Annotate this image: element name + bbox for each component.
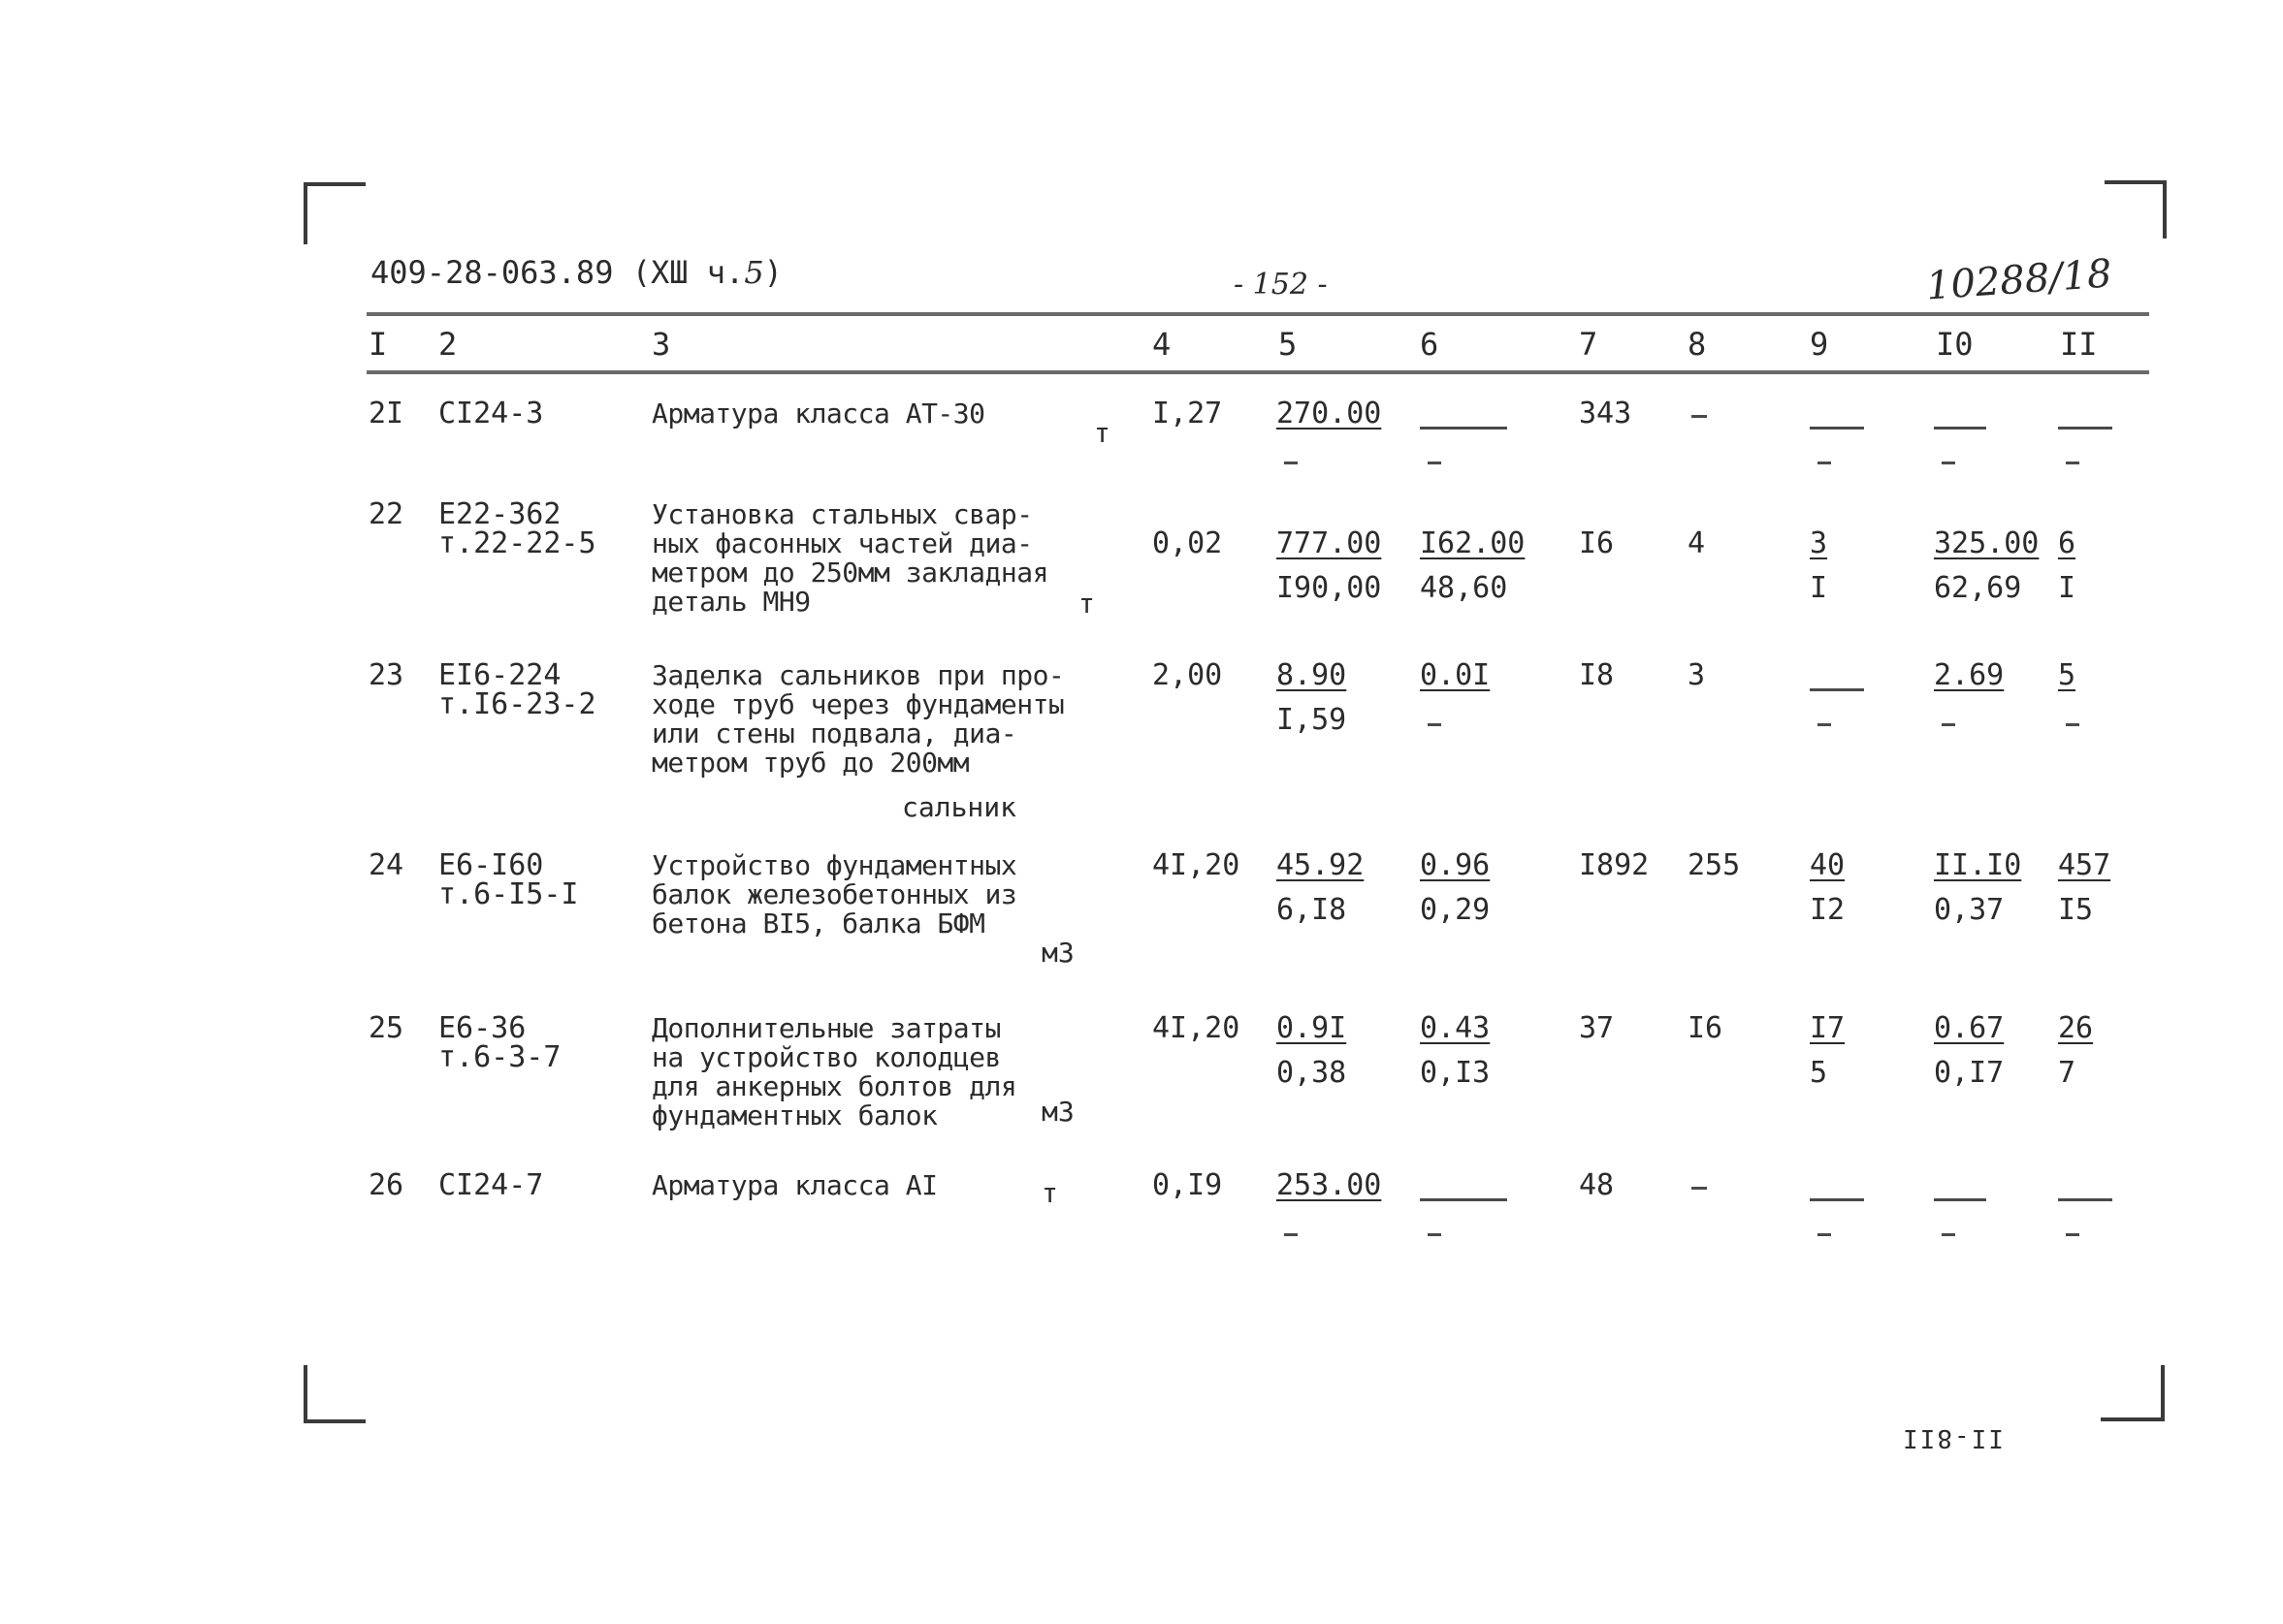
row-number: 23 — [369, 658, 404, 692]
row-code-line: Е6-I60 — [438, 848, 544, 882]
page-number: - 152 - — [1234, 268, 1328, 302]
col8-dash — [1691, 415, 1707, 418]
row-description-line: метром до 250мм закладная — [652, 557, 1048, 589]
row-number: 25 — [369, 1011, 404, 1045]
c10-numerator-dash — [1934, 427, 1986, 430]
quantity-value: 0,02 — [1152, 526, 1223, 560]
row-code-line: т.22-22-5 — [438, 526, 596, 560]
column-header-1: I — [369, 326, 388, 363]
row-code-line: т.6-I5-I — [438, 877, 579, 911]
row-unit: м3 — [1042, 937, 1075, 969]
c6-numerator: 0.43 — [1420, 1011, 1491, 1045]
c9-numerator: 3 — [1810, 526, 1828, 560]
row-description-line: Заделка сальников при про- — [652, 659, 1065, 691]
frame-corner-bottom-left — [304, 1365, 366, 1423]
quantity-value: 4I,20 — [1152, 848, 1240, 882]
c5-numerator: 0.9I — [1276, 1011, 1347, 1045]
footer-mark: II-8II — [1901, 1423, 2004, 1452]
row-description-line: деталь МН9 — [652, 586, 811, 618]
row-description-line: Установка стальных свар- — [652, 498, 1033, 530]
row-number: 26 — [369, 1168, 404, 1202]
row-description-line: Арматура класса АI — [652, 1169, 938, 1201]
c9-numerator-dash — [1810, 427, 1864, 430]
c9-denominator: I2 — [1810, 893, 1846, 927]
col8-value: 4 — [1688, 526, 1706, 560]
row-code-line: ЕI6-224 — [438, 658, 562, 692]
c6-numerator-dash — [1420, 1198, 1507, 1201]
col7-value: 37 — [1579, 1011, 1615, 1045]
c10-denominator: 0,37 — [1934, 893, 2005, 927]
c11-numerator: 457 — [2058, 848, 2111, 882]
row-description-line: метром труб до 200мм — [652, 747, 970, 779]
document-code-text: 409-28-063.89 (ХШ ч. — [370, 254, 745, 291]
c11-numerator-dash — [2058, 1198, 2112, 1201]
c6-denominator-dash — [1428, 723, 1441, 726]
row-unit: т — [1094, 417, 1110, 449]
c6-denominator: 0,29 — [1420, 893, 1491, 927]
c10-denominator: 0,I7 — [1934, 1056, 2005, 1090]
column-header-2: 2 — [438, 326, 458, 363]
col8-value: 3 — [1688, 658, 1706, 692]
row-number: 22 — [369, 497, 404, 531]
c5-denominator: 0,38 — [1276, 1056, 1347, 1090]
c6-denominator: 0,I3 — [1420, 1056, 1491, 1090]
c6-denominator: 48,60 — [1420, 571, 1508, 605]
col8-dash — [1691, 1187, 1707, 1190]
column-header-11: II — [2060, 326, 2098, 363]
row-unit: т — [1042, 1177, 1058, 1209]
row-description-line: для анкерных болтов для — [652, 1070, 1017, 1102]
frame-corner-bottom-right — [2101, 1365, 2165, 1421]
col7-value: I8 — [1579, 658, 1615, 692]
c10-numerator: 0.67 — [1934, 1011, 2005, 1045]
row-code-line: Е22-362 — [438, 497, 562, 531]
reference-number: 10288/18 — [1924, 251, 2113, 309]
column-header-9: 9 — [1810, 326, 1829, 363]
c9-denominator-dash — [1817, 462, 1831, 464]
c5-numerator: 777.00 — [1276, 526, 1382, 560]
c11-numerator: 6 — [2058, 526, 2076, 560]
row-unit: м3 — [1042, 1096, 1075, 1128]
c5-denominator-dash — [1284, 1233, 1298, 1236]
col8-value: I6 — [1688, 1011, 1723, 1045]
row-description-line: на устройство колодцев — [652, 1041, 1001, 1073]
quantity-value: 4I,20 — [1152, 1011, 1240, 1045]
c9-numerator-dash — [1810, 1198, 1864, 1201]
c6-denominator-dash — [1428, 462, 1441, 464]
c5-numerator: 45.92 — [1276, 848, 1365, 882]
c5-denominator: 6,I8 — [1276, 893, 1347, 927]
c11-numerator: 26 — [2058, 1011, 2094, 1045]
c5-denominator-dash — [1284, 462, 1298, 464]
c6-numerator: 0.0I — [1420, 658, 1491, 692]
c11-numerator: 5 — [2058, 658, 2076, 692]
c10-numerator-dash — [1934, 1198, 1986, 1201]
row-description-line: фундаментных балок — [652, 1099, 938, 1131]
row-unit: т — [1078, 588, 1095, 620]
c9-numerator: 40 — [1810, 848, 1846, 882]
col7-value: 48 — [1579, 1168, 1615, 1202]
row-description-line: балок железобетонных из — [652, 878, 1017, 910]
c11-denominator-dash — [2066, 723, 2079, 726]
header-top-rule — [367, 312, 2149, 316]
col7-value: I6 — [1579, 526, 1615, 560]
c6-numerator: I62.00 — [1420, 526, 1526, 560]
column-header-7: 7 — [1579, 326, 1598, 363]
c5-numerator: 270.00 — [1276, 397, 1382, 430]
col7-value: 343 — [1579, 397, 1632, 430]
c11-denominator: I — [2058, 571, 2076, 605]
row-code-line: Е6-36 — [438, 1011, 527, 1045]
c9-denominator-dash — [1817, 1233, 1831, 1236]
header-bottom-rule — [367, 370, 2149, 374]
c9-denominator: 5 — [1810, 1056, 1828, 1090]
quantity-value: 2,00 — [1152, 658, 1223, 692]
c5-denominator: I,59 — [1276, 703, 1347, 737]
row-description-line: Арматура класса АТ-30 — [652, 398, 985, 430]
row-number: 24 — [369, 848, 404, 882]
row-description-line: или стены подвала, диа- — [652, 717, 1017, 749]
column-header-8: 8 — [1688, 326, 1707, 363]
c9-numerator-dash — [1810, 688, 1864, 691]
c11-denominator: 7 — [2058, 1056, 2076, 1090]
row-description-line: ходе труб через фундаменты — [652, 688, 1065, 720]
c5-numerator: 253.00 — [1276, 1168, 1382, 1202]
row-code-line: т.I6-23-2 — [438, 687, 596, 721]
row-number: 2I — [369, 397, 404, 430]
row-description-line: Дополнительные затраты — [652, 1012, 1001, 1044]
quantity-value: 0,I9 — [1152, 1168, 1223, 1202]
col7-value: I892 — [1579, 848, 1650, 882]
c9-numerator: I7 — [1810, 1011, 1846, 1045]
document-code-close: ) — [763, 254, 783, 291]
row-description-line: Устройство фундаментных — [652, 849, 1017, 881]
column-header-5: 5 — [1278, 326, 1298, 363]
c5-numerator: 8.90 — [1276, 658, 1347, 692]
row-description-line: бетона BI5, балка БФМ — [652, 908, 985, 939]
col8-value: 255 — [1688, 848, 1741, 882]
c5-denominator: I90,00 — [1276, 571, 1382, 605]
c11-numerator-dash — [2058, 427, 2112, 430]
c10-denominator: 62,69 — [1934, 571, 2022, 605]
document-part: 5 — [744, 254, 764, 291]
quantity-value: I,27 — [1152, 397, 1223, 430]
c10-numerator: II.I0 — [1934, 848, 2022, 882]
c6-numerator-dash — [1420, 427, 1507, 430]
c9-denominator: I — [1810, 571, 1828, 605]
c11-denominator-dash — [2066, 1233, 2079, 1236]
column-header-6: 6 — [1420, 326, 1439, 363]
frame-corner-top-right — [2105, 180, 2167, 239]
c10-denominator-dash — [1942, 462, 1955, 464]
column-header-3: 3 — [652, 326, 671, 363]
c10-denominator-dash — [1942, 1233, 1955, 1236]
row-description-line: ных фасонных частей диа- — [652, 527, 1033, 559]
c10-numerator: 325.00 — [1934, 526, 2040, 560]
c11-denominator-dash — [2066, 462, 2079, 464]
document-code — [370, 254, 783, 291]
row-code-line: CI24-7 — [438, 1168, 544, 1202]
c9-denominator-dash — [1817, 723, 1831, 726]
column-header-10: I0 — [1936, 326, 1974, 363]
frame-corner-top-left — [304, 182, 366, 244]
c10-numerator: 2.69 — [1934, 658, 2005, 692]
c6-numerator: 0.96 — [1420, 848, 1491, 882]
row-unit: сальник — [902, 791, 1017, 823]
c11-denominator: I5 — [2058, 893, 2094, 927]
row-code-line: т.6-3-7 — [438, 1040, 562, 1074]
row-code-line: CI24-3 — [438, 397, 544, 430]
c10-denominator-dash — [1942, 723, 1955, 726]
column-header-4: 4 — [1152, 326, 1172, 363]
c6-denominator-dash — [1428, 1233, 1441, 1236]
